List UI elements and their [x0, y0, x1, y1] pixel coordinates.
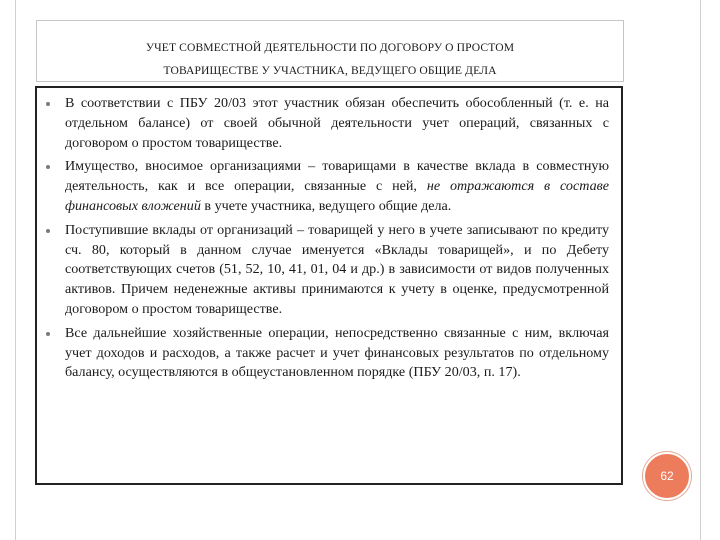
list-item — [65, 94, 609, 153]
list-item — [65, 157, 609, 216]
slide-title-line-2: ТОВАРИЩЕСТВЕ У УЧАСТНИКА, ВЕДУЩЕГО ОБЩИЕ ДЕЛА — [163, 64, 497, 77]
bullet-text: Поступившие вклады от организаций – товарищей у него в учете записывают по кредиту сч. 80, который в данном случае именуется «Вклады товарищей», и по Дебету соответствующих счетов (51, 52, 10, 41, 01, 04 и др.) в зависимости от видов полученных активов. Причем неденежные активы принимаются к учету в оценке, предусмотренной договором о простом товариществе. — [65, 221, 609, 317]
bullet-dot-icon — [46, 332, 50, 336]
slide-title — [36, 20, 624, 82]
list-item — [65, 221, 609, 320]
bullet-dot-icon — [46, 165, 50, 169]
bullet-dot-icon — [46, 102, 50, 106]
bullet-list — [65, 94, 609, 383]
list-item — [65, 324, 609, 383]
slide-title-line-1: УЧЕТ СОВМЕСТНОЙ ДЕЯТЕЛЬНОСТИ ПО ДОГОВОРУ О ПРОСТОМ — [145, 41, 515, 54]
bullet-text: Все дальнейшие хозяйственные операции, непосредственно связанные с ним, включая учет доходов и расходов, а также расчет и учет финансовых результатов по отдельному балансу, осуществляются в общеустановленном порядке (ПБУ 20/03, п. 17). — [65, 324, 609, 381]
bullet-text-after: в учете участника, ведущего общие дела. — [200, 197, 452, 214]
page-number: 62 — [660, 469, 674, 483]
bullet-dot-icon — [46, 229, 50, 233]
bullet-text: В соответствии с ПБУ 20/03 этот участник обязан обеспечить обособленный (т. е. на отдельном балансе) от своей обычной деятельности учет операций, связанных с договором о простом товариществе. — [65, 95, 609, 151]
content-box — [35, 86, 623, 485]
page-number-badge — [643, 452, 691, 500]
bullet-text-before: Имущество, вносимое организациями – товарищами в качестве вклада в совместную деятельность, как и все операции, связанные с ней, — [65, 158, 609, 195]
bullet-text-italic: не отражаются в составе финансовых вложений — [65, 178, 610, 214]
right-decorative-rule — [700, 0, 701, 540]
left-decorative-rule — [15, 0, 16, 540]
